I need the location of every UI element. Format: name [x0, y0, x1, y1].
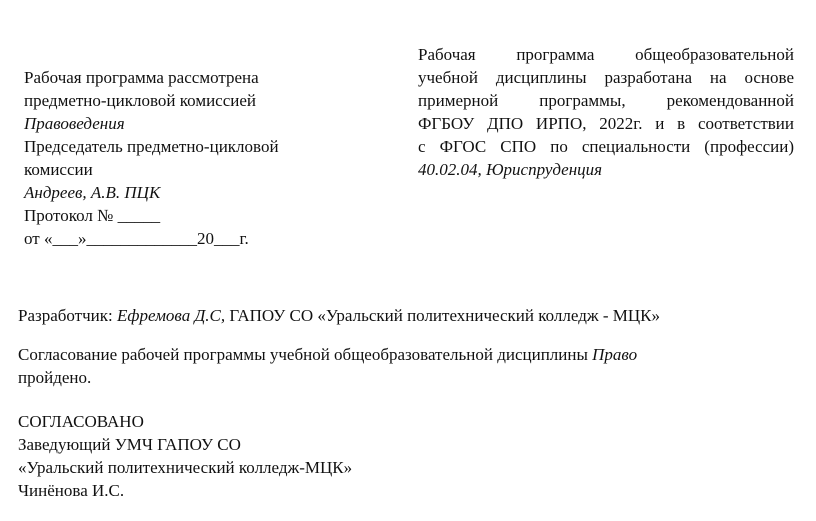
commission-name: Правоведения	[24, 114, 125, 133]
chairman-name: Андреев, А.В. ПЦК	[24, 183, 161, 202]
approval-paragraph	[18, 343, 778, 389]
basis-line-5: с ФГОС СПО по специальности (профессии)	[418, 137, 794, 156]
basis-line-4: ФГБОУ ДПО ИРПО, 2022г. и в соответствии	[418, 114, 794, 133]
chairman-label-cont: комиссии	[24, 160, 93, 179]
protocol-number: Протокол № _____	[24, 206, 161, 225]
developer-line	[18, 304, 660, 327]
agreed-block	[18, 410, 352, 502]
basis-line-1: Рабочая программа общеобразовательной	[418, 45, 794, 64]
discipline-name: Право	[592, 345, 638, 364]
specialty-code: 40.02.04, Юриспруденция	[418, 160, 603, 179]
review-line-1: Рабочая программа рассмотрена	[24, 68, 259, 87]
developer-label: Разработчик:	[18, 306, 117, 325]
agreed-organization: «Уральский политехнический колледж-МЦК»	[18, 458, 353, 477]
agreed-position: Заведующий УМЧ ГАПОУ СО	[18, 435, 241, 454]
protocol-date: от «___»_____________20___г.	[24, 229, 249, 248]
agreed-person: Чинёнова И.С.	[18, 481, 125, 500]
basis-line-3: примерной программы, рекомендованной	[418, 91, 794, 110]
agreed-title: СОГЛАСОВАНО	[18, 412, 144, 431]
developer-name: Ефремова Д.С,	[117, 306, 226, 325]
basis-line-2: учебной дисциплины разработана на основе	[418, 68, 794, 87]
review-line-2: предметно-цикловой комиссией	[24, 91, 257, 110]
program-basis-block	[418, 43, 794, 181]
developer-organization: ГАПОУ СО «Уральский политехнический колледж - МЦК»	[225, 306, 660, 325]
approval-status: пройдено.	[18, 368, 92, 387]
chairman-label: Председатель предметно-цикловой	[24, 137, 279, 156]
approval-text: Согласование рабочей программы учебной общеобразовательной дисциплины	[18, 345, 593, 364]
commission-review-block	[24, 66, 354, 250]
